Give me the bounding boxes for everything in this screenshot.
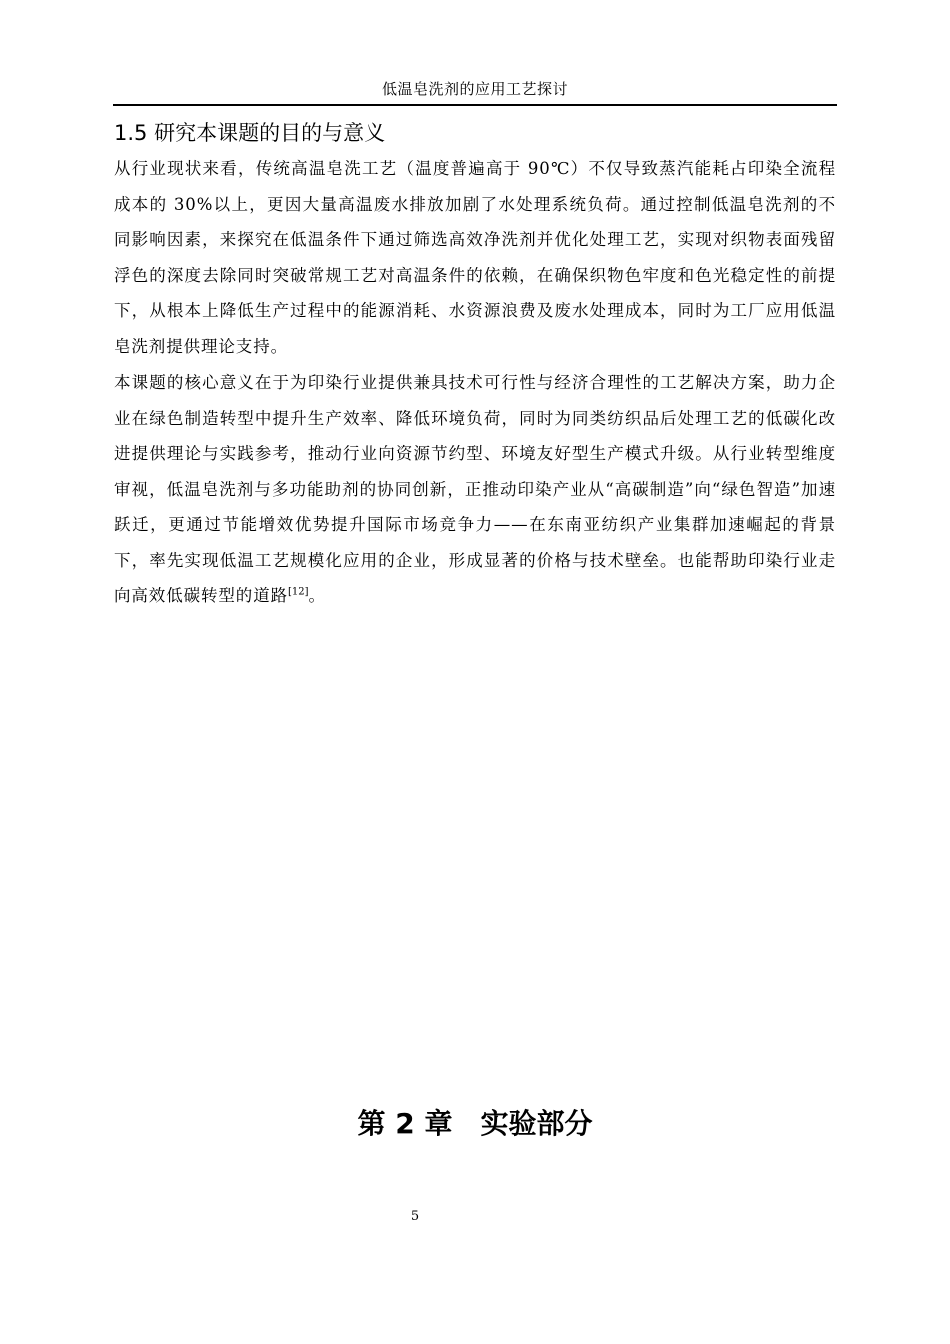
paragraph-significance-text: 本课题的核心意义在于为印染行业提供兼具技术可行性与经济合理性的工艺解决方案，助力企业在绿色制造转型中提升生产效率、降低环境负荷，同时为同类纺织品后处理工艺的低碳化改进提供理论与实践参考，推动行业向资源节约型、环境友好型生产模式升级。从行业转型维度审视，低温皂洗剂与多功能助剂的协同创新，正推动印染产业从“高碳制造”向“绿色智造”加速跃迁，更通过节能增效优势提升国际市场竞争力——在东南亚纺织产业集群加速崛起的背景下，率先实现低温工艺规模化应用的企业，形成显著的价格与技术壁垒。也能帮助印染行业走向高效低碳转型的道路 [114,373,836,605]
chapter-title: 实验部分 [480,1107,593,1140]
running-header: 低温皂洗剂的应用工艺探讨 [381,80,568,98]
paragraph-end-punct: 。 [308,586,326,605]
paragraph-purpose: 从行业现状来看，传统高温皂洗工艺（温度普遍高于 90℃）不仅导致蒸汽能耗占印染全流程成本的 30%以上，更因大量高温废水排放加剧了水处理系统负荷。通过控制低温皂洗剂的不同影响因素，来探究在低温条件下通过筛选高效净洗剂并优化处理工艺，实现对织物表面残留浮色的深度去除同时突破常规工艺对高温条件的依赖，在确保织物色牢度和色光稳定性的前提下，从根本上降低生产过程中的能源消耗、水资源浪费及废水处理成本，同时为工厂应用低温皂洗剂提供理论支持。 [114,159,836,356]
header-rule [113,104,837,106]
chapter-number: 第 2 章 [357,1107,453,1140]
paragraph-significance [114,365,836,614]
page-number: 5 [410,1209,420,1224]
chapter-heading [0,1104,950,1144]
citation-reference: [12] [288,586,309,598]
section-heading: 1.5 研究本课题的目的与意义 [114,121,386,145]
